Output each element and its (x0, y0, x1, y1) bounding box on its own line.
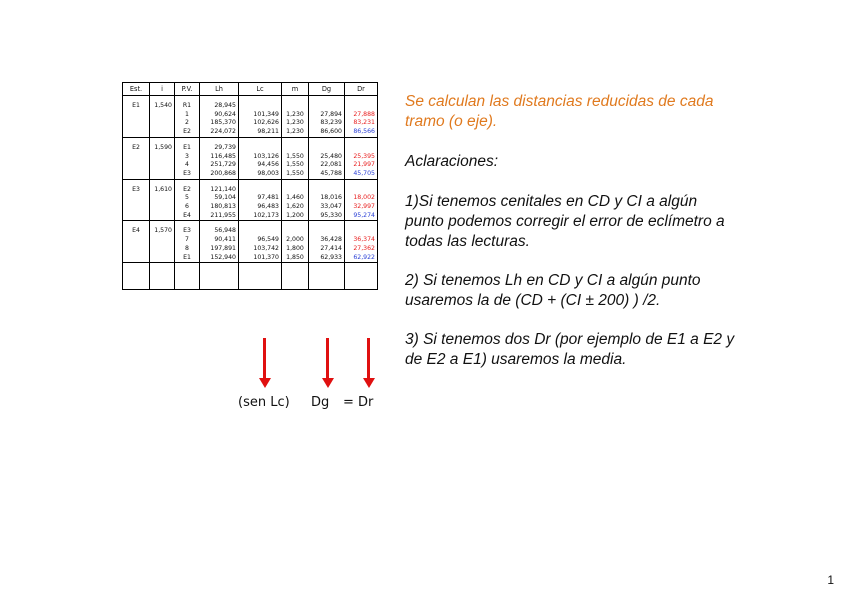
arrow-lc (263, 338, 266, 380)
table-cell-est: E1 (123, 102, 150, 111)
table-cell-lc: 97,481 (239, 194, 282, 203)
table-cell-m: 1,200 (282, 212, 309, 221)
table-cell-empty (239, 281, 282, 290)
notes-block (405, 92, 735, 370)
col-header-m: m (282, 83, 309, 96)
table-cell-m: 1,620 (282, 203, 309, 212)
table-row (123, 236, 378, 245)
table-cell-est (123, 254, 150, 263)
table-cell-est (123, 203, 150, 212)
table-cell-empty (345, 263, 378, 272)
table-row (123, 186, 378, 195)
table-cell-m: 1,550 (282, 161, 309, 170)
table-cell-est (123, 245, 150, 254)
table-cell-empty (200, 263, 239, 272)
table-cell-dr: 36,374 (345, 236, 378, 245)
table-cell-m: 1,550 (282, 153, 309, 162)
table-cell-dr (345, 186, 378, 195)
table-cell-m (282, 102, 309, 111)
table-cell-empty (150, 281, 175, 290)
table-cell-dr: 21,997 (345, 161, 378, 170)
table-cell-pv: E2 (175, 128, 200, 137)
table-row (123, 227, 378, 236)
table-row (123, 245, 378, 254)
table-cell-empty (150, 272, 175, 281)
table-cell-i (150, 119, 175, 128)
table-cell-est: E2 (123, 144, 150, 153)
table-cell-empty (345, 272, 378, 281)
table-cell-i: 1,540 (150, 102, 175, 111)
table-cell-pv: 8 (175, 245, 200, 254)
table-empty-row (123, 263, 378, 272)
table-cell-m (282, 144, 309, 153)
page-number: 1 (827, 573, 834, 587)
table-cell-pv: E1 (175, 144, 200, 153)
table-cell-empty (309, 263, 345, 272)
table-cell-m: 1,230 (282, 128, 309, 137)
col-header-dr: Dr (345, 83, 378, 96)
table-cell-pv: 6 (175, 203, 200, 212)
table-cell-lc: 101,370 (239, 254, 282, 263)
table-cell-m: 1,550 (282, 170, 309, 179)
table-cell-lh: 121,140 (200, 186, 239, 195)
table-row (123, 153, 378, 162)
table-cell-i (150, 153, 175, 162)
caption-dg: Dg (311, 395, 330, 410)
col-header-dg: Dg (309, 83, 345, 96)
table-cell-i (150, 254, 175, 263)
table-cell-lh: 224,072 (200, 128, 239, 137)
table-cell-dg: 27,414 (309, 245, 345, 254)
table-cell-lc: 98,003 (239, 170, 282, 179)
col-header-est: Est. (123, 83, 150, 96)
table-cell-lh: 56,948 (200, 227, 239, 236)
table-empty-row (123, 272, 378, 281)
table-cell-dr: 95,274 (345, 212, 378, 221)
table-cell-dg: 83,239 (309, 119, 345, 128)
intro-text: Se calculan las distancias reducidas de cada tramo (o eje). (405, 93, 714, 130)
table-cell-lh: 90,624 (200, 111, 239, 120)
table-row (123, 170, 378, 179)
table-cell-empty (175, 263, 200, 272)
table-cell-lh: 29,739 (200, 144, 239, 153)
table-cell-i (150, 194, 175, 203)
table-row (123, 203, 378, 212)
table-row (123, 194, 378, 203)
caption-dr: Dr (358, 395, 374, 410)
note-1: 1)Si tenemos cenitales en CD y CI a algún punto podemos corregir el error de eclímetro a todas las lecturas. (405, 193, 725, 250)
table-cell-lh: 200,868 (200, 170, 239, 179)
table-cell-lh: 251,729 (200, 161, 239, 170)
table-cell-est (123, 128, 150, 137)
table-cell-empty (282, 281, 309, 290)
table-cell-pv: R1 (175, 102, 200, 111)
table-cell-lc: 103,742 (239, 245, 282, 254)
table-cell-dr: 27,888 (345, 111, 378, 120)
table-row (123, 128, 378, 137)
table-cell-dg: 33,047 (309, 203, 345, 212)
table-cell-dr: 18,002 (345, 194, 378, 203)
table-cell-m: 1,800 (282, 245, 309, 254)
table-cell-lc: 102,173 (239, 212, 282, 221)
table-cell-i (150, 170, 175, 179)
table-cell-empty (309, 272, 345, 281)
table-cell-lh: 116,485 (200, 153, 239, 162)
table-cell-m: 1,460 (282, 194, 309, 203)
table-cell-dr: 62,922 (345, 254, 378, 263)
table-cell-dr (345, 227, 378, 236)
table-cell-est (123, 161, 150, 170)
table-cell-empty (200, 281, 239, 290)
table-cell-dg: 22,081 (309, 161, 345, 170)
table-cell-lc (239, 186, 282, 195)
table-row (123, 102, 378, 111)
table-cell-dg: 36,428 (309, 236, 345, 245)
table-cell-pv: E3 (175, 227, 200, 236)
table-row (123, 111, 378, 120)
table-cell-dg (309, 102, 345, 111)
table-cell-empty (239, 272, 282, 281)
table-cell-dr: 32,997 (345, 203, 378, 212)
table-cell-lc: 102,626 (239, 119, 282, 128)
table-cell-dr: 86,566 (345, 128, 378, 137)
table-cell-pv: E1 (175, 254, 200, 263)
table-cell-empty (150, 263, 175, 272)
table-row (123, 119, 378, 128)
table-cell-dg: 62,933 (309, 254, 345, 263)
table-cell-i (150, 161, 175, 170)
table-cell-pv: 4 (175, 161, 200, 170)
table-cell-lh: 28,945 (200, 102, 239, 111)
table-cell-lh: 90,411 (200, 236, 239, 245)
table-cell-pv: E3 (175, 170, 200, 179)
table-row (123, 161, 378, 170)
table-cell-pv: 7 (175, 236, 200, 245)
table-cell-lc: 94,456 (239, 161, 282, 170)
survey-table (122, 82, 378, 290)
table-cell-lc: 103,126 (239, 153, 282, 162)
note-2: 2) Si tenemos Lh en CD y CI a algún punto usaremos la de (CD + (CI ± 200) ) /2. (405, 272, 701, 309)
col-header-pv: P.V. (175, 83, 200, 96)
table-cell-est (123, 170, 150, 179)
table-cell-est (123, 194, 150, 203)
table-cell-empty (175, 281, 200, 290)
table-cell-i: 1,590 (150, 144, 175, 153)
col-header-i: i (150, 83, 175, 96)
table-cell-dr: 45,705 (345, 170, 378, 179)
table-cell-m (282, 186, 309, 195)
table-cell-dg: 95,330 (309, 212, 345, 221)
table-cell-i (150, 245, 175, 254)
table-cell-empty (200, 272, 239, 281)
table-cell-empty (239, 263, 282, 272)
table-cell-lh: 180,813 (200, 203, 239, 212)
table-cell-lc (239, 144, 282, 153)
table-cell-dr (345, 144, 378, 153)
table-cell-i (150, 203, 175, 212)
table-cell-dg: 86,600 (309, 128, 345, 137)
table-row (123, 212, 378, 221)
table-cell-dg (309, 144, 345, 153)
table-cell-empty (123, 263, 150, 272)
table-cell-i (150, 236, 175, 245)
table-cell-dg: 27,894 (309, 111, 345, 120)
table-cell-pv: 3 (175, 153, 200, 162)
caption-sen-lc: (sen Lc) (238, 395, 290, 410)
arrow-dg (326, 338, 329, 380)
arrowhead-dg (322, 378, 334, 388)
table-cell-est (123, 111, 150, 120)
caption-equals: = (343, 395, 354, 410)
table-cell-dr: 25,395 (345, 153, 378, 162)
table-cell-lc (239, 102, 282, 111)
table-cell-lc: 98,211 (239, 128, 282, 137)
table-cell-lc: 96,549 (239, 236, 282, 245)
table-row (123, 254, 378, 263)
table-cell-lh: 197,891 (200, 245, 239, 254)
table-cell-m: 1,230 (282, 111, 309, 120)
table-cell-m: 1,230 (282, 119, 309, 128)
table-cell-dr: 83,231 (345, 119, 378, 128)
table-cell-est (123, 119, 150, 128)
table-cell-est: E4 (123, 227, 150, 236)
table-cell-lh: 211,955 (200, 212, 239, 221)
arrowhead-dr (363, 378, 375, 388)
table-cell-pv: E2 (175, 186, 200, 195)
table-cell-i (150, 212, 175, 221)
table-cell-est: E3 (123, 186, 150, 195)
table-cell-empty (282, 263, 309, 272)
table-cell-empty (175, 272, 200, 281)
table-cell-dr: 27,362 (345, 245, 378, 254)
table-cell-i (150, 128, 175, 137)
table-cell-est (123, 236, 150, 245)
table-cell-empty (123, 272, 150, 281)
arrow-dr (367, 338, 370, 380)
table-cell-lh: 59,104 (200, 194, 239, 203)
note-3: 3) Si tenemos dos Dr (por ejemplo de E1 a E2 y de E2 a E1) usaremos la media. (405, 331, 735, 368)
table-cell-i (150, 111, 175, 120)
table-cell-dg (309, 227, 345, 236)
arrowhead-lc (259, 378, 271, 388)
table-cell-dg: 25,480 (309, 153, 345, 162)
table-cell-i: 1,570 (150, 227, 175, 236)
col-header-lc: Lc (239, 83, 282, 96)
table-cell-est (123, 153, 150, 162)
table-cell-dr (345, 102, 378, 111)
table-cell-lh: 152,940 (200, 254, 239, 263)
table-cell-m (282, 227, 309, 236)
table-cell-dg: 45,788 (309, 170, 345, 179)
table-cell-pv: 1 (175, 111, 200, 120)
col-header-lh: Lh (200, 83, 239, 96)
table-cell-m: 1,850 (282, 254, 309, 263)
table-cell-lc (239, 227, 282, 236)
table-cell-dg (309, 186, 345, 195)
table-cell-empty (345, 281, 378, 290)
table-cell-lc: 101,349 (239, 111, 282, 120)
table-cell-lc: 96,483 (239, 203, 282, 212)
notes-heading: Aclaraciones: (405, 153, 499, 170)
table-cell-empty (309, 281, 345, 290)
table-cell-pv: E4 (175, 212, 200, 221)
table-empty-row (123, 281, 378, 290)
table-cell-pv: 2 (175, 119, 200, 128)
table-cell-lh: 185,370 (200, 119, 239, 128)
table-cell-empty (123, 281, 150, 290)
table-cell-est (123, 212, 150, 221)
table-header-row (123, 83, 378, 96)
table-row (123, 144, 378, 153)
table-cell-dg: 18,016 (309, 194, 345, 203)
table-cell-m: 2,000 (282, 236, 309, 245)
table-cell-pv: 5 (175, 194, 200, 203)
table-cell-empty (282, 272, 309, 281)
table-cell-i: 1,610 (150, 186, 175, 195)
